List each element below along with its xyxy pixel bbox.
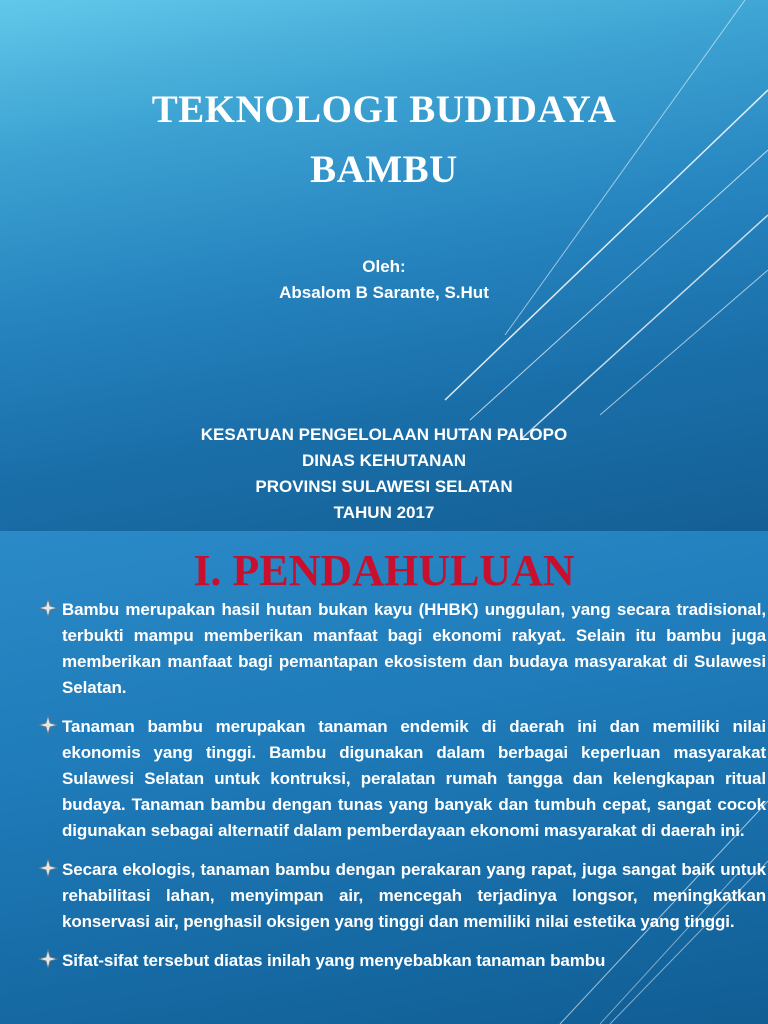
bullet-item: [38, 597, 766, 701]
bullet-text: Tanaman bambu merupakan tanaman endemik di daerah ini dan memiliki nilai ekonomis yang tinggi. Bambu digunakan dalam berbagai keperluan masyarakat Sulawesi Selatan untuk kontruksi, peralatan rumah tangga dan kelengkapan ritual budaya. Tanaman bambu dengan tunas yang banyak dan tumbuh cepat, sangat cocok digunakan sebagai alternatif dalam pemberdayaan ekonomi masyarakat di daerah ini.: [62, 717, 766, 840]
intro-slide: [0, 531, 768, 1024]
author-label: Oleh:: [362, 257, 406, 276]
institution-block: [0, 422, 768, 526]
diamond-bullet-icon: [38, 715, 58, 735]
slide-title: [0, 80, 768, 200]
institution-line: DINAS KEHUTANAN: [301, 451, 466, 470]
author-name: Absalom B Sarante, S.Hut: [279, 283, 489, 302]
bullet-text: Bambu merupakan hasil hutan bukan kayu (HHBK) unggulan, yang secara tradisional, terbukti mampu memberikan manfaat bagi ekonomi rakyat. Selain itu bambu juga memberikan manfaat bagi pemantapan ekosistem dan budaya masyarakat di Sulawesi Selatan.: [62, 600, 766, 697]
diamond-bullet-icon: [38, 598, 58, 618]
section-title: I. PENDAHULUAN: [193, 546, 575, 595]
institution-line: PROVINSI SULAWESI SELATAN: [255, 477, 513, 496]
author-block: [0, 254, 768, 306]
bullet-item: [38, 948, 766, 974]
bullet-list: [38, 597, 766, 987]
institution-line: TAHUN 2017: [333, 503, 435, 522]
title-line: BAMBU: [310, 148, 458, 191]
bullet-text: Sifat-sifat tersebut diatas inilah yang menyebabkan tanaman bambu: [62, 951, 606, 970]
diamond-bullet-icon: [38, 858, 58, 878]
diamond-bullet-icon: [38, 949, 58, 969]
bullet-item: [38, 714, 766, 844]
bullet-text: Secara ekologis, tanaman bambu dengan perakaran yang rapat, juga sangat baik untuk rehabilitasi lahan, menyimpan air, mencegah terjadinya longsor, meningkatkan konservasi air, penghasil oksigen yang tinggi dan memiliki nilai estetika yang tinggi.: [62, 860, 766, 931]
title-line: TEKNOLOGI BUDIDAYA: [151, 88, 617, 131]
institution-line: KESATUAN PENGELOLAAN HUTAN PALOPO: [200, 425, 568, 444]
bullet-item: [38, 857, 766, 935]
deco-line: [520, 215, 768, 440]
